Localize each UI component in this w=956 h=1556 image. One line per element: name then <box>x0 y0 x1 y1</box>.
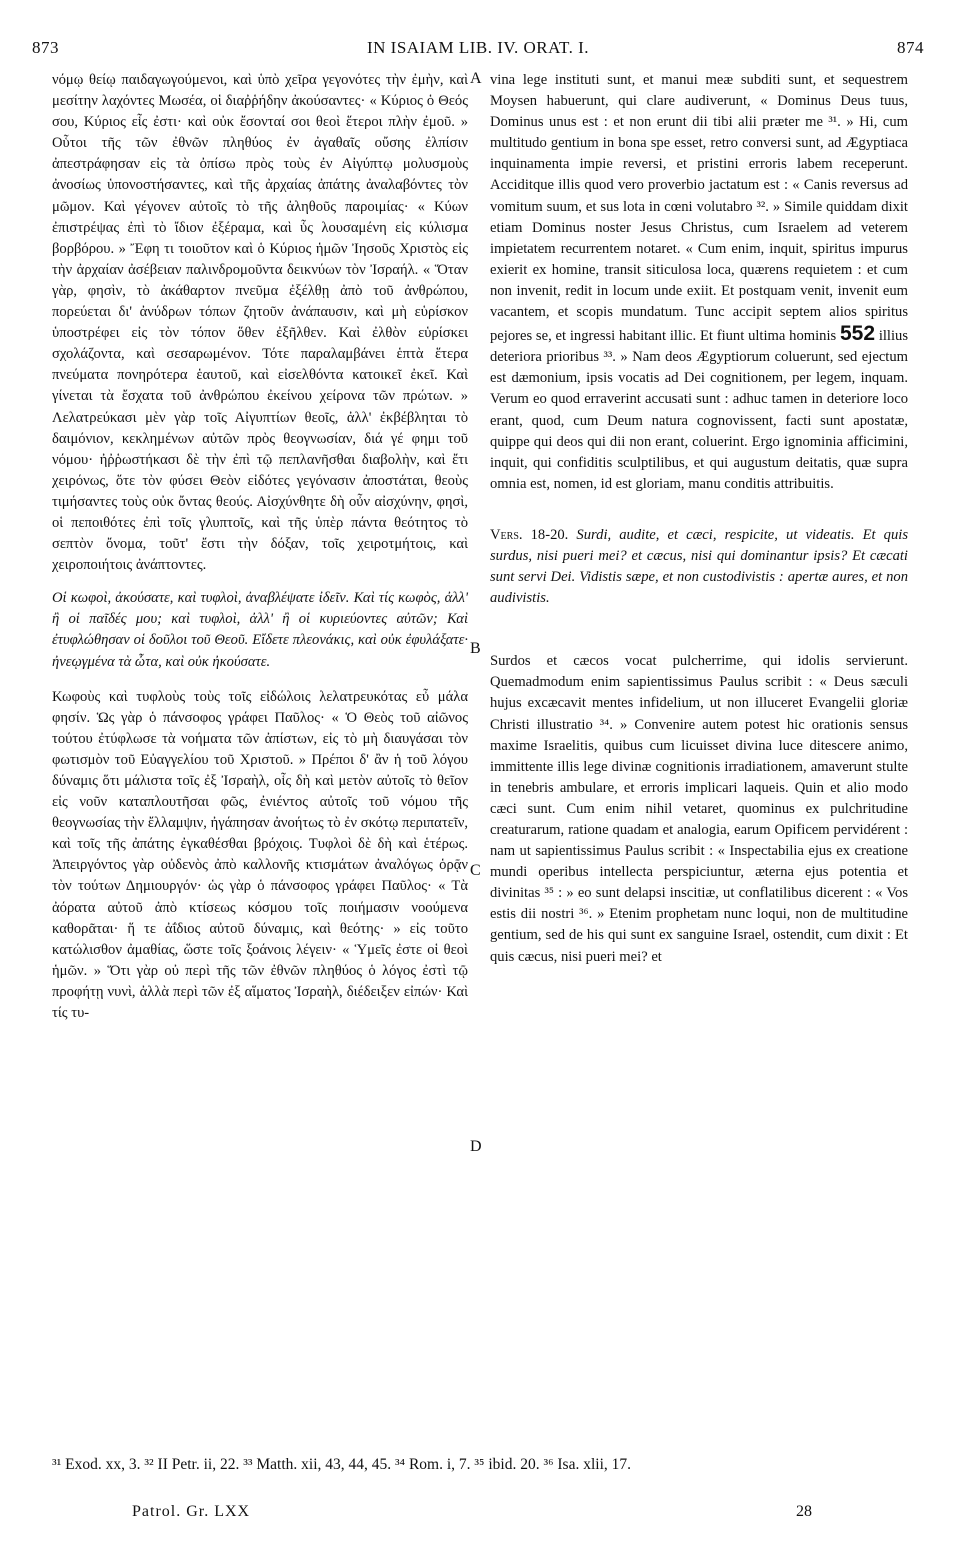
page-number-left: 873 <box>32 38 59 57</box>
greek-paragraph-1: νόμῳ θείῳ παιδαγωγούμενοι, καὶ ὑπὸ χεῖρα γεγονότες τὴν ἐμὴν, καὶ μεσίτην λαχόντες Μωσέα, οἱ διαῤῥήδην ἀκούσαντες· « Κύριος ὁ Θεός σου, Κύριος εἷς ἐστι· καὶ οὐκ ἔσονταί σοι θεοὶ ἕτεροι πλὴν ἐμοῦ. » Οὗτοι τῆς τῶν ἐθνῶν πληθύος ἐν ἀγαθαῖς οὔσης ἐλπίσιν ἀπεστράφησαν εἰς τὰ ὀπίσω πρὸς τοὺς ἐν Αἰγύπτῳ μολυσμοὺς ἀνοσίως ὑπονοστήσαντες, καὶ τῆς ἀρχαίας ἀπάτης ἀναλαβόντες τὸν μῶμον. Καὶ γέγονεν αὐτοῖς τὸ τῆς ἀληθοῦς παροιμίας· « Κύων ἐπιστρέψας ἐπὶ τὸ ἴδιον ἐξέραμα, καὶ ὗς λουσαμένη εἰς κύλισμα βορβόρου. » Ἔφη τι τοιοῦτον καὶ ὁ Κύριος ἡμῶν Ἰησοῦς Χριστὸς εἰς τὴν ἀρχαίαν ἀσέβειαν παλινδρομοῦντα δεικνύων τὸν Ἰσραήλ. « Ὅταν γὰρ, φησὶν, τὸ ἀκάθαρτον πνεῦμα ἐξέλθῃ ἀπὸ τοῦ ἀνθρώπου, πορεύεται δι' ἀνύδρων τόπων ζητοῦν ἀνάπαυσιν, καὶ μὴ εὑρίσκον ὑποστρέφει εἰς τὸν τόπον ὅθεν ἐξῆλθεν. Καὶ ἐλθὸν εὑρίσκει σχολάζοντα, καὶ σεσαρωμένον. Τότε παραλαμβάνει ἑπτὰ ἕτερα πνεύματα πονηρότερα ἑαυτοῦ, καὶ εἰσελθόντα κατοικεῖ ἐκεῖ. Καὶ γίνεται τὰ ἔσχατα τοῦ ἀνθρώπου ἐκείνου χείρονα τῶν πρώτων. » Λελατρεύκασι μὲν γὰρ τοῖς Αἰγυπτίων θεοῖς, ἀλλ' ἐκβέβληται τὸ δαιμόνιον, κεκλημένων αὐτῶν πρὸς θεογνωσίαν, διά γέ φημι τοῦ νόμου· ἠῤῥωστήκασι δὲ τὴν ἐπὶ τῷ πεπλανῆσθαι διαβολὴν, καὶ ἔτι χειρόνως, ὅτε τὸν φύσει Θεὸν εἰδότες γεγόνασιν ἀποστάται, θεοὺς τιμήσαντες τοὺς οὐκ ὄντας θεούς. Αἰσχύνθητε δὴ οὖν αἰσχύνην, φησὶ, οἱ πεποιθότες ἐπὶ τοῖς γλυπτοῖς, καὶ τῆς ὑπὲρ πάντα θεότητος τὸ σεπτὸν ὄνομα, τοῦτ' ἔστι τὴν δόξαν, τοῖς χειροτμήτοις, καὶ χειροποιήτοις ἀνάπτοντες. <box>52 72 468 574</box>
gathering-number: 28 <box>796 1503 812 1520</box>
latin-verse-text: Surdi, audite, et cæci, respicite, ut videatis. Et quis surdus, nisi pueri mei? et cæcus, nisi qui dominantur ipsis? Et cæcati sunt servi Dei. Vidistis sæpe, et non custodivistis : apertæ aures, et non audivistis. <box>490 526 908 607</box>
page-number-right: 874 <box>897 38 924 57</box>
running-title: IN ISAIAM LIB. IV. ORAT. I. <box>366 38 590 57</box>
column-marker-d: D <box>470 1138 482 1155</box>
column-number: 552 <box>839 322 876 346</box>
latin-paragraph-1-text: vina lege instituti sunt, et manui meæ subditi sunt, et sequestrem Moysen habuerunt, qui clare audiverunt, « Dominus Deus tuus, Dominus unus est : et non erunt dii tibi alii præter me ³¹. » Hi, cum multitudo gentium in bona spe esset, retro conversi sunt, ad Ægyptiaca inquinamenta impie reversi, et pristini erroris labem receperunt. Acciditque illis quod vero proverbio jactatum est : « Canis reversus ad vomitum suum, et sus lota in cœni volutabro ³². » Simile quiddam dixit etiam Dominus noster Jesus Christus, cum Israelem ad veterem impietatem recurrentem notaret. « Cum enim, inquit, spiritus impurus exierit ex homine, transit siticulosa loca, quærens requietem : et cum non invenit, redit in locum unde exiit. Et postquam venit, invenit eum vacantem, et scopis mundatum. Tunc accipit septem alios spiritus pejores se, et ingressi habitant illic. Et fiunt ultima hominis <box>490 72 908 345</box>
greek-verse: Οἱ κωφοὶ, ἀκούσατε, καὶ τυφλοὶ, ἀναβλέψατε ἰδεῖν. Καὶ τίς κωφὸς, ἀλλ' ἢ οἱ παῖδές μου; καὶ τυφλοὶ, ἀλλ' ἢ οἱ κυριεύοντες αὐτῶν; Καὶ ἐτυφλώθησαν οἱ δοῦλοι τοῦ Θεοῦ. Εἴδετε πλεονάκις, καὶ οὐκ ἐφυλάξατε· ἠνεῳγμένα τὰ ὦτα, καὶ οὐκ ἠκούσατε. <box>52 590 468 670</box>
page-footer <box>52 1503 904 1527</box>
latin-verse <box>490 525 908 609</box>
column-marker-c: C <box>470 862 481 879</box>
verse-label: Vers. 18-20. <box>490 526 569 543</box>
greek-paragraph-2: Κωφοὺς καὶ τυφλοὺς τοὺς τοῖς εἰδώλοις λελατρευκότας εὖ μάλα φησίν. Ὡς γὰρ ὁ πάνσοφος γράφει Παῦλος· « Ὁ Θεὸς τοῦ αἰῶνος τούτου ἐτύφλωσε τὰ νοήματα τῶν ἀπίστων, εἰς τὸ μὴ διαυγάσαι τὸν φωτισμὸν τοῦ Εὐαγγελίου τοῦ Χριστοῦ. » Πρέποι δ' ἂν ἡ τοῦ λόγου δύναμις ὅτι μάλιστα τοῖς ἐξ Ἰσραὴλ, οἷς δὴ καὶ μετὸν αὐτοῖς τὸ θεῖον εἰς νοῦν καταπλουτῆσαι φῶς, ἐνιέντος αὐτοῖς τοῦ νόμου τῆς θεογνωσίας τὴν ἔλλαμψιν, ἠγάπησαν ἀνοήτως τὸ ἐν σκότῳ περιπατεῖν, καὶ τοῖς τῆς ἀπάτης ἐγκαθέσθαι βρόχοις. Τυφλοὶ δὲ δὴ καὶ ἑτέρως. Ἀπειργόντος γὰρ οὐδενὸς ἀπὸ καλλονῆς κτισμάτων ἀναλόγως ὁρᾷν τὸν τούτων Δημιουργόν· ὡς γὰρ ὁ πάνσοφος γράφει Παῦλος· « Τὰ ἀόρατα αὐτοῦ ἀπὸ κτίσεως κόσμου τοῖς ποιήμασιν νοούμενα καθορᾶται· ἥ τε ἀΐδιος αὐτοῦ δύναμις, καὶ θεότης· » εἰς τοῦτο κατώλισθον ἀμαθίας, ὥστε τοῖς ξοάνοις λέγειν· « Ὑμεῖς ἐστε οἱ θεοὶ ἡμῶν. » Ὅτι γὰρ οὐ περὶ τῆς τῶν ἐθνῶν πληθύος ὁ λόγος ἐστὶ τῷ προφήτῃ νυνὶ, ἀλλὰ περὶ τῶν ἐξ αἵματος Ἰσραὴλ, διέδειξεν εἰπών· Καὶ τίς τυ- <box>52 688 468 1022</box>
footnotes: ³¹ Exod. xx, 3. ³² II Petr. ii, 22. ³³ Matth. xii, 43, 44, 45. ³⁴ Rom. i, 7. ³⁵ ibid. 20. ³⁶ Isa. xlii, 17. <box>52 1456 631 1473</box>
column-marker-b: B <box>470 640 481 657</box>
latin-paragraph-2: Surdos et cæcos vocat pulcherrime, qui idolis servierunt. Quemadmodum enim sapientissimus Paulus scribit : « Deus sæculi hujus excæcavit mentes infidelium, ut non illuceret Evangelii gloriæ Christi illustratio ³⁴. » Convenire autem potest hic orationis sensus maxime Israelitis, quibus cum licuisset divina luce ditescere animo, immittente illis lege divinæ cognitionis irradiationem, amaverunt stulte in tenebris ambulare, et erroris implicari laqueis. Quin et alio modo cæci sunt. Cum enim nihil vetaret, quominus ex pulchritudine creaturarum, ratione quadam et analogia, earum Opificem pervidérent : nam ut sapientissimus Paulus scribit : « Inspectabilia ejus ex creatione mundi operibus intellecta perspiciuntur, æterna ejus potentia et divinitas ³⁵ : » eo sunt delapsi inscitiæ, ut conflatilibus dicerent : « Vos estis dii nostri ³⁶. » Etenim prophetam nunc loqui, non de multitudine gentium, sed de his qui sunt ex sanguine Israel, ostendit, cum dixit : Et quis cæcus, nisi pueri mei? et <box>490 653 908 965</box>
column-marker-a: A <box>470 70 482 87</box>
latin-paragraph-1-continued: illius deteriora prioribus ³³. » Nam deos Ægyptiorum coluerunt, sed ejectum est dæmonium, ipsis vocatis ad Dei cognitionem, per legem, inquam. Verum eo quod erraverint accusati sunt : adhuc tamen in deteriore loco erant, quod, cum Deum natura cognovissent, facti sunt apostatæ, quippe qui deos qui dii non erant, coluerint. Ergo ignominia afficimini, inquit, qui confiditis sculptilibus, et qui augustum deitatis, quæ supra omnia est, nomen, id est gloriam, manu conditis attribuitis. <box>490 328 909 492</box>
latin-paragraph-1 <box>490 70 908 495</box>
running-head <box>32 38 924 68</box>
series-signature: Patrol. Gr. LXX <box>132 1503 251 1520</box>
greek-column <box>52 70 468 1024</box>
latin-column <box>490 70 908 968</box>
